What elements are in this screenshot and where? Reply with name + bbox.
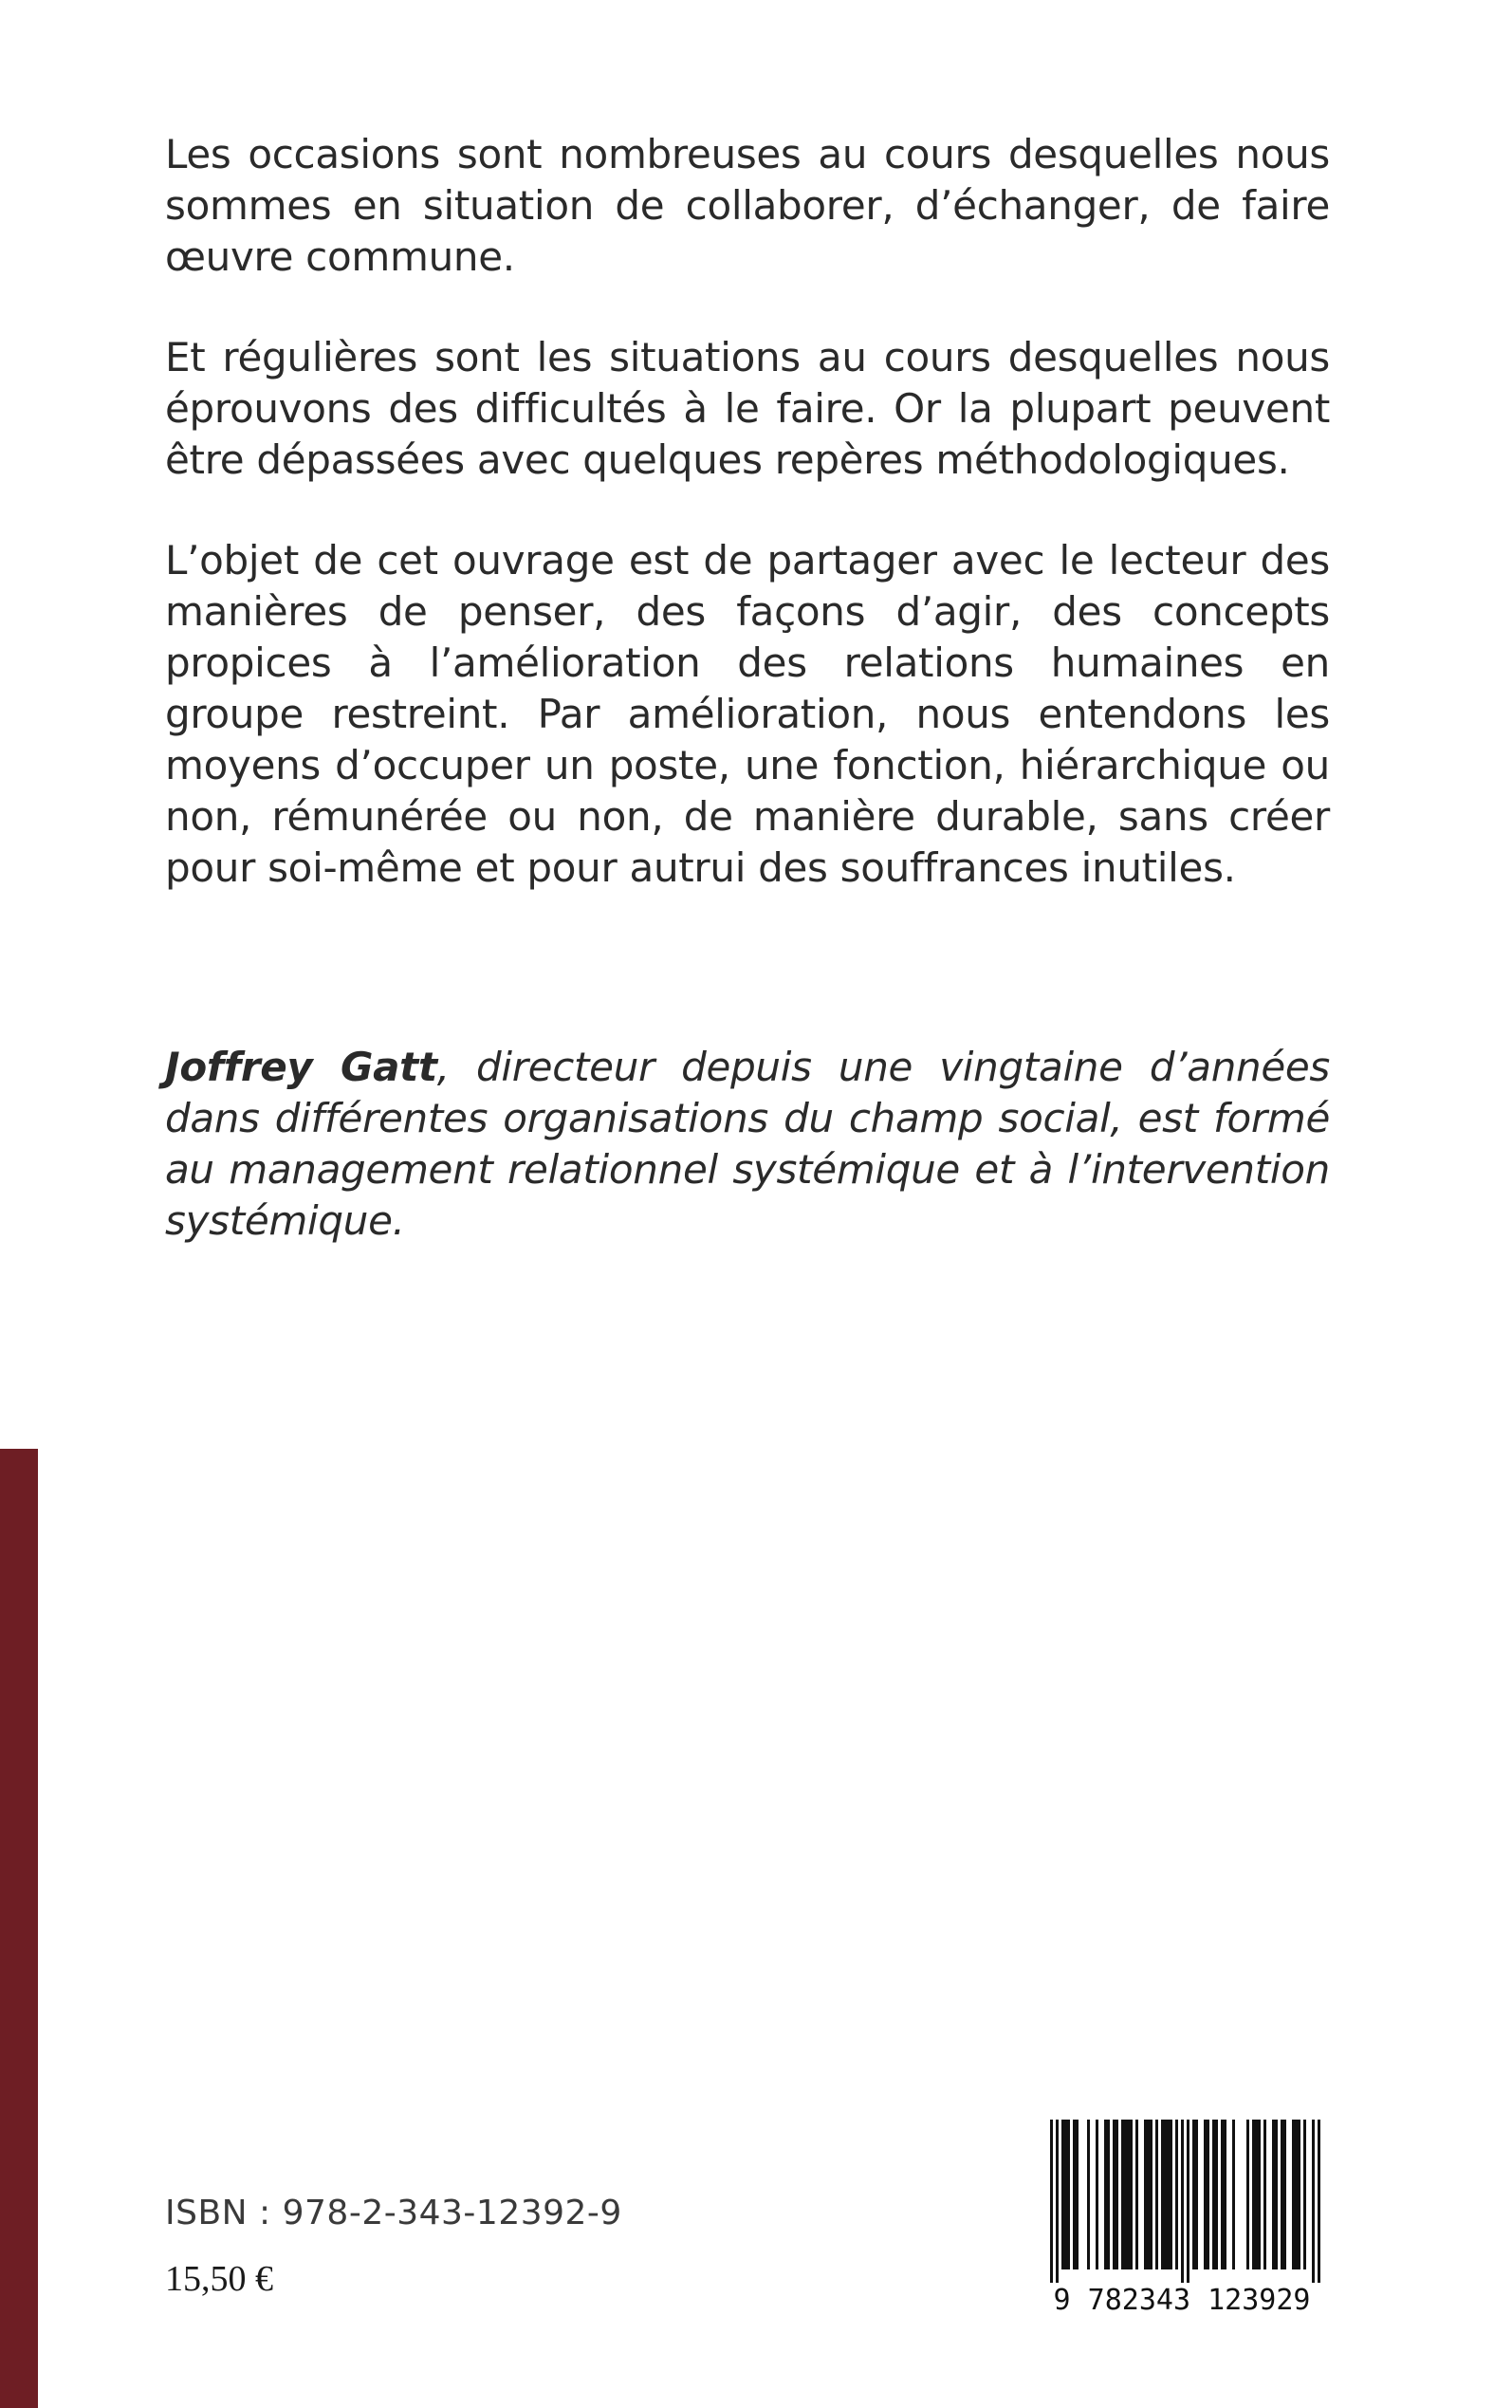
main-text-block — [165, 129, 1330, 943]
barcode-bar — [1272, 2120, 1275, 2269]
barcode-bar — [1050, 2120, 1053, 2283]
barcode-bar — [1124, 2120, 1127, 2269]
barcode-bar — [1121, 2120, 1124, 2269]
barcode-bar — [1064, 2120, 1067, 2269]
barcode-bar — [1263, 2120, 1266, 2269]
barcode-bar — [1104, 2120, 1107, 2269]
barcode — [1035, 2120, 1329, 2314]
barcode-bar — [1252, 2120, 1255, 2269]
barcode-bar — [1170, 2120, 1172, 2269]
barcode-bar — [1258, 2120, 1261, 2269]
paragraph-2: Et régulières sont les situations au cours desquelles nous éprouvons des difficultés à le faire. Or la plupart peuvent être dépassées avec quelques repères méthodologiques. — [165, 334, 1330, 483]
barcode-bar — [1073, 2120, 1076, 2269]
paragraph-3: L’objet de cet ouvrage est de partager avec le lecteur des manières de penser, des façons d’agir, des concepts propices à l’amélioration des relations humaines en groupe restreint. Par amélioration, nous entendons les moyens d’occuper un poste, une fonction, hiérarchique ou non, rémunérée ou non, de manière durable, sans créer pour soi-même et pour autrui des souffrances inutiles. — [165, 537, 1330, 891]
barcode-bar — [1144, 2120, 1147, 2269]
barcode-bar — [1298, 2120, 1300, 2269]
barcode-bar — [1224, 2120, 1226, 2269]
barcode-bar — [1096, 2120, 1098, 2269]
left-color-stripe — [0, 1449, 38, 2408]
barcode-bar — [1295, 2120, 1298, 2269]
barcode-bar — [1312, 2120, 1315, 2283]
barcode-bar — [1318, 2120, 1320, 2283]
barcode-bar — [1187, 2120, 1189, 2283]
barcode-bar — [1181, 2120, 1184, 2283]
barcode-bar — [1221, 2120, 1224, 2269]
barcode-bar — [1283, 2120, 1286, 2269]
barcode-bar — [1192, 2120, 1195, 2269]
barcode-bar — [1303, 2120, 1306, 2269]
barcode-bar — [1113, 2120, 1116, 2269]
barcode-bar — [1135, 2120, 1138, 2269]
barcode-bar — [1116, 2120, 1118, 2269]
barcode-bar — [1167, 2120, 1170, 2269]
barcode-bar — [1067, 2120, 1070, 2269]
barcode-bar — [1292, 2120, 1295, 2269]
author-bio — [165, 1042, 1330, 1247]
barcode-bar — [1246, 2120, 1249, 2269]
barcode-bar — [1164, 2120, 1167, 2269]
author-bio-text: , directeur depuis une vingtaine d’années dans différentes organisations du champ social, est formé au management relationnel systémique et à l’intervention systémique. — [165, 1044, 1330, 1244]
barcode-icon — [1035, 2120, 1329, 2314]
barcode-bar — [1161, 2120, 1164, 2269]
author-name: Joffrey Gatt — [165, 1044, 437, 1090]
barcode-bar — [1255, 2120, 1258, 2269]
barcode-bar — [1155, 2120, 1158, 2269]
price: 15,50 € — [165, 2259, 273, 2299]
barcode-bar — [1107, 2120, 1110, 2269]
paragraph-1: Les occasions sont nombreuses au cours desquelles nous sommes en situation de collaborer, d’échanger, de faire œuvre commune. — [165, 131, 1330, 280]
barcode-bar — [1204, 2120, 1207, 2269]
barcode-bar — [1056, 2120, 1059, 2283]
barcode-bar — [1175, 2120, 1178, 2269]
barcode-bar — [1215, 2120, 1218, 2269]
barcode-bar — [1232, 2120, 1235, 2269]
barcode-bar — [1207, 2120, 1209, 2269]
barcode-digits: 9 782343 123929 — [1053, 2284, 1311, 2314]
barcode-bar — [1195, 2120, 1198, 2269]
barcode-bar — [1130, 2120, 1133, 2269]
barcode-bar — [1212, 2120, 1215, 2269]
barcode-bar — [1076, 2120, 1079, 2269]
barcode-bar — [1087, 2120, 1090, 2269]
barcode-bar — [1281, 2120, 1283, 2269]
barcode-bar — [1147, 2120, 1150, 2269]
barcode-bar — [1150, 2120, 1152, 2269]
barcode-bar — [1061, 2120, 1064, 2269]
barcode-bar — [1127, 2120, 1130, 2269]
isbn: ISBN : 978-2-343-12392-9 — [165, 2194, 622, 2232]
barcode-bar — [1275, 2120, 1278, 2269]
